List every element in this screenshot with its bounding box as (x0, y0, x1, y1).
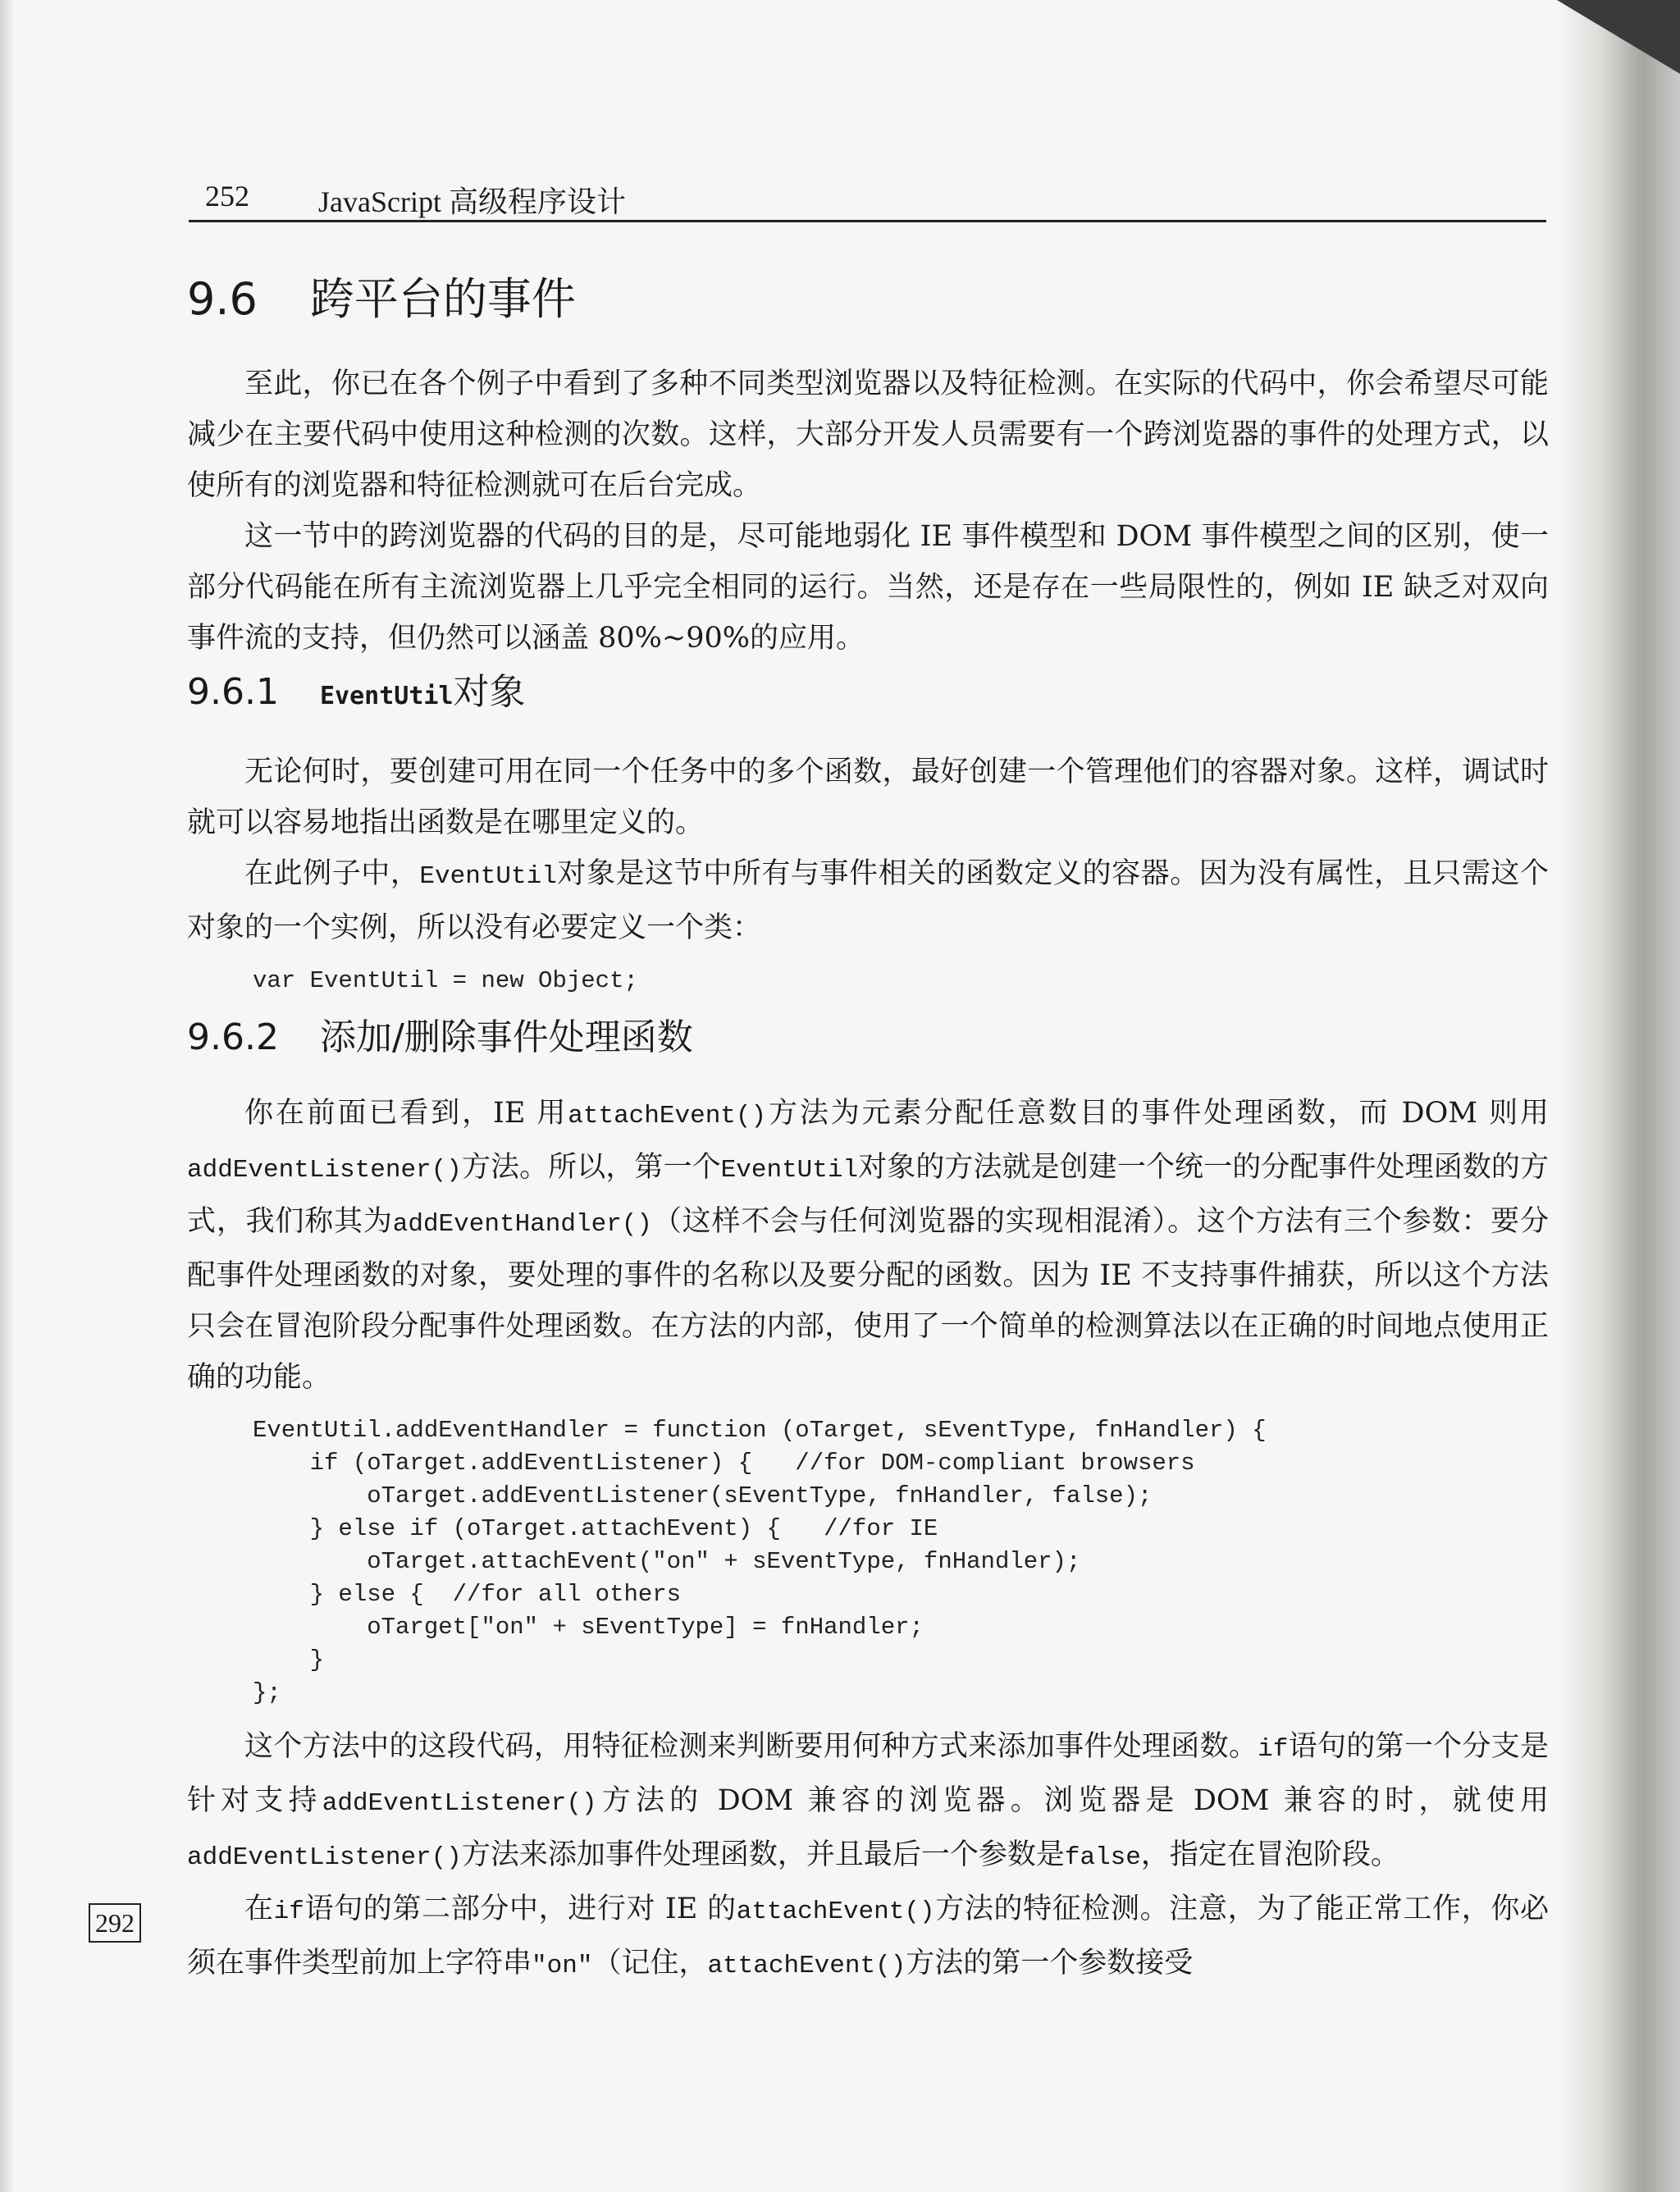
subsection-title-text: 对象 (453, 671, 526, 713)
section-heading-9-6-1 (187, 664, 1549, 725)
inline-code: addEventListener() (187, 1156, 462, 1185)
text-run: 方法来添加事件处理函数，并且最后一个参数是 (461, 1838, 1065, 1871)
paragraph (187, 1884, 1549, 1992)
inline-code: addEventHandler() (392, 1210, 653, 1239)
running-header (189, 179, 1546, 222)
text-run: 方法。所以，第一个 (461, 1151, 721, 1184)
subsection-title (320, 664, 526, 725)
text-run: （这样不会与任何浏览器的实现相混淆）。这个方法有三个参数：要分配事件处理函数的对象，要处理的事件的名称以及要分配的函数。因为 IE 不支持事件捕获，所以这个方法只会在冒泡阶段分配事件处理函数。在方法的内部，使用了一个简单的检测算法以在正确的时间地点使用正确的功能。 (187, 1205, 1549, 1394)
text-run: 在 (244, 1893, 274, 1925)
code-block: EventUtil.addEventHandler = function (oTarget, sEventType, fnHandler) { if (oTarget.addEventListener) { //for DOM-compliant browsers oTarget.addEventListener(sEventType, fnHandler, false); } else if (oTarget.attachEvent) { //for IE oTarget.attachEvent("on" + sEventType, fnHandler); } else { //for all others oTarget["on" + sEventType] = fnHandler; } }; (253, 1417, 1267, 1706)
book-title: JavaScript 高级程序设计 (318, 185, 626, 218)
inline-code: attachEvent() (707, 1952, 906, 1980)
paragraph (187, 1721, 1549, 1884)
text-run: 方法的特征检测。注意，为了能正常工作，你必须在事件类型前加上字符串 (187, 1893, 1549, 1980)
text-run: 方法为元素分配任意数目的事件处理函数，而 DOM 则用 (766, 1097, 1549, 1130)
page-left-edge-shadow (0, 0, 15, 2192)
subsection-title: 添加/删除事件处理函数 (319, 1016, 693, 1058)
inline-code: false (1064, 1843, 1141, 1872)
page-number: 252 (205, 180, 249, 212)
text-run: （记住， (592, 1947, 708, 1980)
text-run: ，指定在冒泡阶段。 (1140, 1838, 1399, 1871)
inline-code: EventUtil (419, 862, 557, 891)
page-corner (1557, 0, 1680, 74)
subsection-number: 9.6.2 (187, 1016, 279, 1058)
text-run: 语句的第一个分支是针对支持 (187, 1730, 1549, 1817)
subsection-number: 9.6.1 (187, 671, 279, 713)
inline-code: EventUtil (720, 1156, 859, 1185)
section-heading-9-6 (187, 267, 1549, 332)
inline-code: if (273, 1897, 304, 1926)
page-content (187, 267, 1549, 1992)
text-run: 你在前面已看到，IE 用 (244, 1097, 568, 1130)
inline-code: addEventListener() (322, 1789, 597, 1818)
text-run: 这个方法中的这段代码，用特征检测来判断要用何种方式来添加事件处理函数。 (244, 1730, 1258, 1763)
paragraph: 至此，你已在各个例子中看到了多种不同类型浏览器以及特征检测。在实际的代码中，你会希望尽可能减少在主要代码中使用这种检测的次数。这样，大部分开发人员需要有一个跨浏览器的事件的处理方式，以使所有的浏览器和特征检测就可在后台完成。 (187, 368, 1549, 502)
text-run: 对象是这节中所有与事件相关的函数定义的容器。因为没有属性，且只需这个对象的一个实例，所以没有必要定义一个类： (187, 857, 1549, 944)
page-gutter-shadow (1557, 0, 1680, 2192)
code-block: var EventUtil = new Object; (253, 967, 638, 994)
paragraph: 无论何时，要创建可用在同一个任务中的多个函数，最好创建一个管理他们的容器对象。这样，调试时就可以容易地指出函数是在哪里定义的。 (187, 756, 1549, 839)
text-run: 方法的 DOM 兼容的浏览器。浏览器是 DOM 兼容的时，就使用 (596, 1784, 1549, 1817)
paragraph (187, 848, 1549, 953)
section-number: 9.6 (187, 273, 258, 325)
subsection-title-code: EventUtil (319, 682, 454, 710)
text-run: 语句的第二部分中，进行对 IE 的 (304, 1893, 737, 1925)
paragraph: 这一节中的跨浏览器的代码的目的是，尽可能地弱化 IE 事件模型和 DOM 事件模型之间的区别，使一部分代码能在所有主流浏览器上几乎完全相同的运行。当然，还是存在一些局限性的，例如 IE 缺乏对双向事件流的支持，但仍然可以涵盖 80%~90%的应用。 (187, 520, 1549, 655)
inline-code: attachEvent() (736, 1897, 935, 1926)
original-page-number-box: 292 (89, 1903, 141, 1943)
paragraph (187, 1088, 1549, 1403)
inline-code: "on" (532, 1952, 593, 1980)
inline-code: if (1258, 1735, 1289, 1764)
text-run: 方法的第一个参数接受 (906, 1947, 1194, 1980)
inline-code: addEventListener() (187, 1843, 462, 1872)
section-title: 跨平台的事件 (309, 273, 576, 325)
inline-code: attachEvent() (568, 1102, 767, 1130)
section-heading-9-6-2 (187, 1009, 1549, 1066)
text-run: 在此例子中， (244, 857, 420, 890)
text-run: 对象的方法就是创建一个统一的分配事件处理函数的方式，我们称其为 (187, 1151, 1549, 1238)
